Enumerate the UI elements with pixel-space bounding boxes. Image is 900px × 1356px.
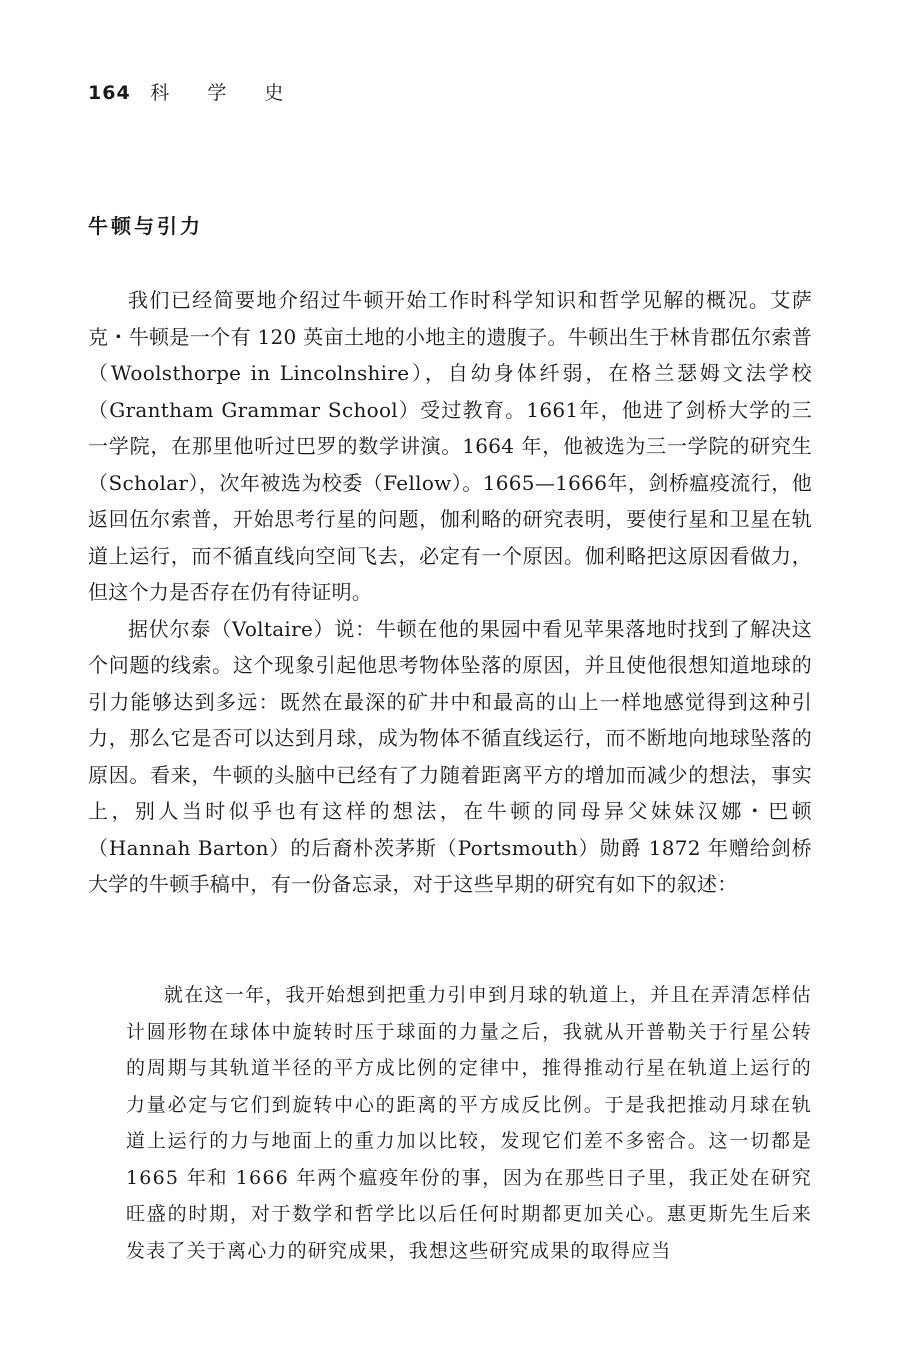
body-text (88, 282, 812, 903)
section-title: 牛顿与引力 (88, 214, 203, 238)
page-number: 164 (88, 82, 131, 104)
block-quote (126, 977, 812, 1269)
running-head (88, 78, 299, 105)
paragraph: 据伏尔泰（Voltaire）说：牛顿在他的果园中看见苹果落地时找到了解决这个问题的线索。这个现象引起他思考物体坠落的原因，并且使他很想知道地球的引力能够达到多远：既然在最深的矿井中和最高的山上一样地感觉得到这种引力，那么它是否可以达到月球，成为物体不循直线运行，而不断地向地球坠落的原因。看来，牛顿的头脑中已经有了力随着距离平方的增加而减少的想法，事实上，别人当时似乎也有这样的想法，在牛顿的同母异父妹妹汉娜・巴顿（Hannah Barton）的后裔朴茨茅斯（Portsmouth）勋爵 1872 年赠给剑桥大学的牛顿手稿中，有一份备忘录，对于这些早期的研究有如下的叙述： (88, 616, 812, 896)
paragraph: 我们已经简要地介绍过牛顿开始工作时科学知识和哲学见解的概况。艾萨克・牛顿是一个有 120 英亩土地的小地主的遗腹子。牛顿出生于林肯郡伍尔索普（Woolsthorpe in Lincolnshire），自幼身体纤弱，在格兰瑟姆文法学校（Grantham Grammar School）受过教育。1661年，他进了剑桥大学的三一学院，在那里他听过巴罗的数学讲演。1664 年，他被选为三一学院的研究生（Scholar），次年被选为校委（Fellow）。1665—1666年，剑桥瘟疫流行，他返回伍尔索普，开始思考行星的问题，伽利略的研究表明，要使行星和卫星在轨道上运行，而不循直线向空间飞去，必定有一个原因。伽利略把这原因看做力，但这个力是否存在仍有待证明。 (88, 288, 812, 604)
quote-paragraph: 就在这一年，我开始想到把重力引申到月球的轨道上，并且在弄清怎样估计圆形物在球体中旋转时压于球面的力量之后，我就从开普勒关于行星公转的周期与其轨道半径的平方成比例的定律中，推得推动行星在轨道上运行的力量必定与它们到旋转中心的距离的平方成反比例。于是我把推动月球在轨道上运行的力与地面上的重力加以比较，发现它们差不多密合。这一切都是 1665 年和 1666 年两个瘟疫年份的事，因为在那些日子里，我正处在研究旺盛的时期，对于数学和哲学比以后任何时期都更加关心。惠更斯先生后来发表了关于离心力的研究成果，我想这些研究成果的取得应当 (126, 984, 812, 1262)
book-title: 科 学 史 (150, 82, 300, 104)
